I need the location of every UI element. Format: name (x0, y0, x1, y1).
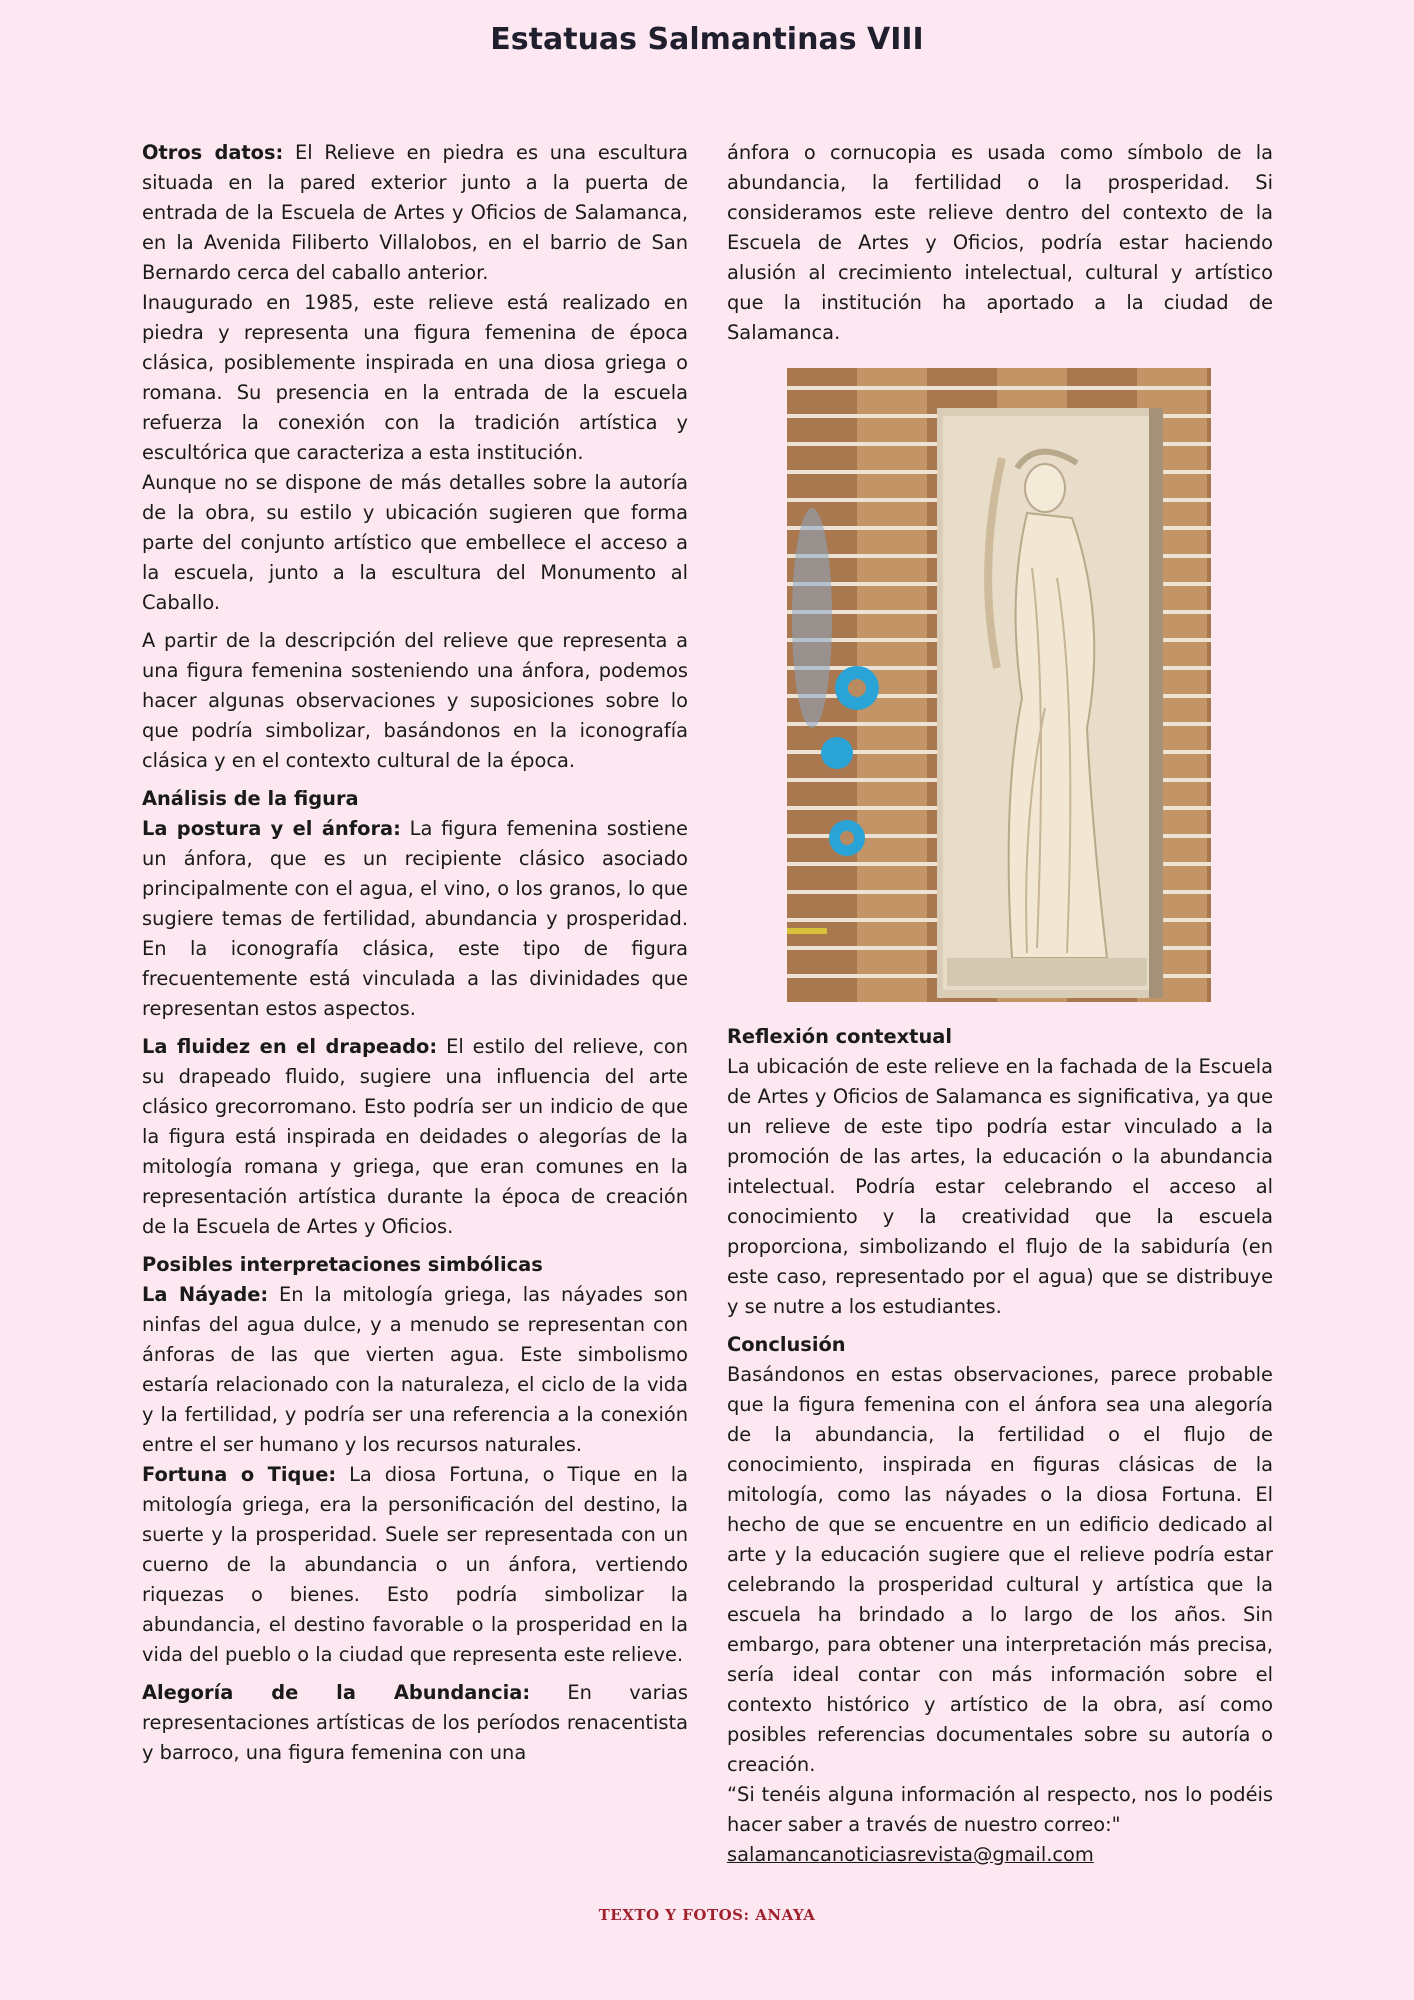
paragraph-conclusion: Basándonos en estas observaciones, parece probable que la figura femenina con el ánfora sea una alegoría de la abundancia, la fertilidad o el flujo de conocimiento, inspirada en figuras clásicas de la mitología, como las náyades o la diosa Fortuna. El hecho de que se encuentre en un edificio dedicado al arte y la educación sugiere que el relieve podría estar celebrando la prosperidad cultural y artística que la escuela ha brindado a lo largo de los años. Sin embargo, para obtener una interpretación más precisa, sería ideal contar con más información sobre el contexto histórico y artístico de la obra, así como posibles referencias documentales sobre su autoría o creación. (727, 1363, 1273, 1776)
paragraph-fortuna (142, 1460, 688, 1670)
text-otros-datos: El Relieve en piedra es una escultura situada en la pared exterior junto a la puerta de entrada de la Escuela de Artes y Oficios de Salamanca, en la Avenida Filiberto Villalobos, en el barrio de San Bernardo cerca del caballo anterior. (142, 141, 688, 284)
heading-analisis: Análisis de la figura (142, 787, 359, 810)
paragraph-postura (142, 814, 688, 1024)
right-column (727, 138, 1273, 1870)
email-link[interactable]: salamancanoticiasrevista@gmail.com (727, 1843, 1094, 1866)
label-fortuna: Fortuna o Tique: (142, 1463, 337, 1486)
page-title: Estatuas Salmantinas VIII (490, 22, 924, 57)
heading-conclusion: Conclusión (727, 1333, 846, 1356)
label-fluidez: La fluidez en el drapeado: (142, 1035, 438, 1058)
text-postura: La figura femenina sostiene un ánfora, que es un recipiente clásico asociado principalmente con el agua, el vino, o los granos, lo que sugiere temas de fertilidad, abundancia y prosperidad. En la iconografía clásica, este tipo de figura frecuentemente está vinculada a las divinidades que representan estos aspectos. (142, 817, 688, 1020)
text-nayade: En la mitología griega, las náyades son ninfas del agua dulce, y a menudo se representan con ánforas de las que vierten agua. Este simbolismo estaría relacionado con la naturaleza, el ciclo de la vida y la fertilidad, y podría ser una referencia a la conexión entre el ser humano y los recursos naturales. (142, 1283, 688, 1456)
heading-reflexion: Reflexión contextual (727, 1025, 952, 1048)
relief-photo (787, 368, 1211, 1002)
text-alegoria: En varias representaciones artísticas de los períodos renacentista y barroco, una figura femenina con una (142, 1681, 688, 1764)
label-alegoria: Alegoría de la Abundancia: (142, 1681, 531, 1704)
heading-posibles: Posibles interpretaciones simbólicas (142, 1253, 543, 1276)
paragraph-inaugurado: Inaugurado en 1985, este relieve está realizado en piedra y representa una figura femenina de época clásica, posiblemente inspirada en una diosa griega o romana. Su presencia en la entrada de la escuela refuerza la conexión con la tradición artística y escultórica que caracteriza a esta institución. (142, 291, 688, 464)
label-nayade: La Náyade: (142, 1283, 269, 1306)
paragraph-fluidez (142, 1032, 688, 1242)
paragraph-anfora: ánfora o cornucopia es usada como símbolo de la abundancia, la fertilidad o la prosperidad. Si consideramos este relieve dentro del contexto de la Escuela de Artes y Oficios, podría estar haciendo alusión al crecimiento intelectual, cultural y artístico que la institución ha aportado a la ciudad de Salamanca. (727, 141, 1273, 344)
label-postura: La postura y el ánfora: (142, 817, 401, 840)
paragraph-descripcion: A partir de la descripción del relieve que representa a una figura femenina sosteniendo una ánfora, podemos hacer algunas observaciones y suposiciones sobre lo que podría simbolizar, basándonos en la iconografía clásica y en el contexto cultural de la época. (142, 629, 688, 772)
paragraph-autoria: Aunque no se dispone de más detalles sobre la autoría de la obra, su estilo y ubicación sugieren que forma parte del conjunto artístico que embellece el acceso a la escuela, junto a la escultura del Monumento al Caballo. (142, 471, 688, 614)
left-column (142, 138, 688, 1768)
paragraph-otros-datos (142, 138, 688, 288)
paragraph-alegoria (142, 1678, 688, 1768)
paragraph-reflexion: La ubicación de este relieve en la fachada de la Escuela de Artes y Oficios de Salamanca es significativa, ya que un relieve de este tipo podría estar vinculado a la promoción de las artes, la educación o la abundancia intelectual. Podría estar celebrando el acceso al conocimiento y la creatividad que la escuela proporciona, simbolizando el flujo de la sabiduría (en este caso, representado por el agua) que se distribuye y se nutre a los estudiantes. (727, 1055, 1273, 1318)
paragraph-closing: “Si tenéis alguna información al respecto, nos lo podéis hacer saber a través de nuestro correo:" (727, 1783, 1273, 1836)
text-fortuna: La diosa Fortuna, o Tique en la mitología griega, era la personificación del destino, la suerte y la prosperidad. Suele ser representada con un cuerno de la abundancia o un ánfora, vertiendo riquezas o bienes. Esto podría simbolizar la abundancia, el destino favorable o la prosperidad en la vida del pueblo o la ciudad que representa este relieve. (142, 1463, 688, 1666)
footer-credit: TEXTO Y FOTOS: ANAYA (598, 1906, 816, 1924)
paragraph-nayade (142, 1280, 688, 1460)
label-otros-datos: Otros datos: (142, 141, 284, 164)
relief-illustration (787, 368, 1211, 1002)
text-fluidez: El estilo del relieve, con su drapeado fluido, sugiere una influencia del arte clásico grecorromano. Esto podría ser un indicio de que la figura está inspirada en deidades o alegorías de la mitología romana y griega, que eran comunes en la representación artística durante la época de creación de la Escuela de Artes y Oficios. (142, 1035, 688, 1238)
